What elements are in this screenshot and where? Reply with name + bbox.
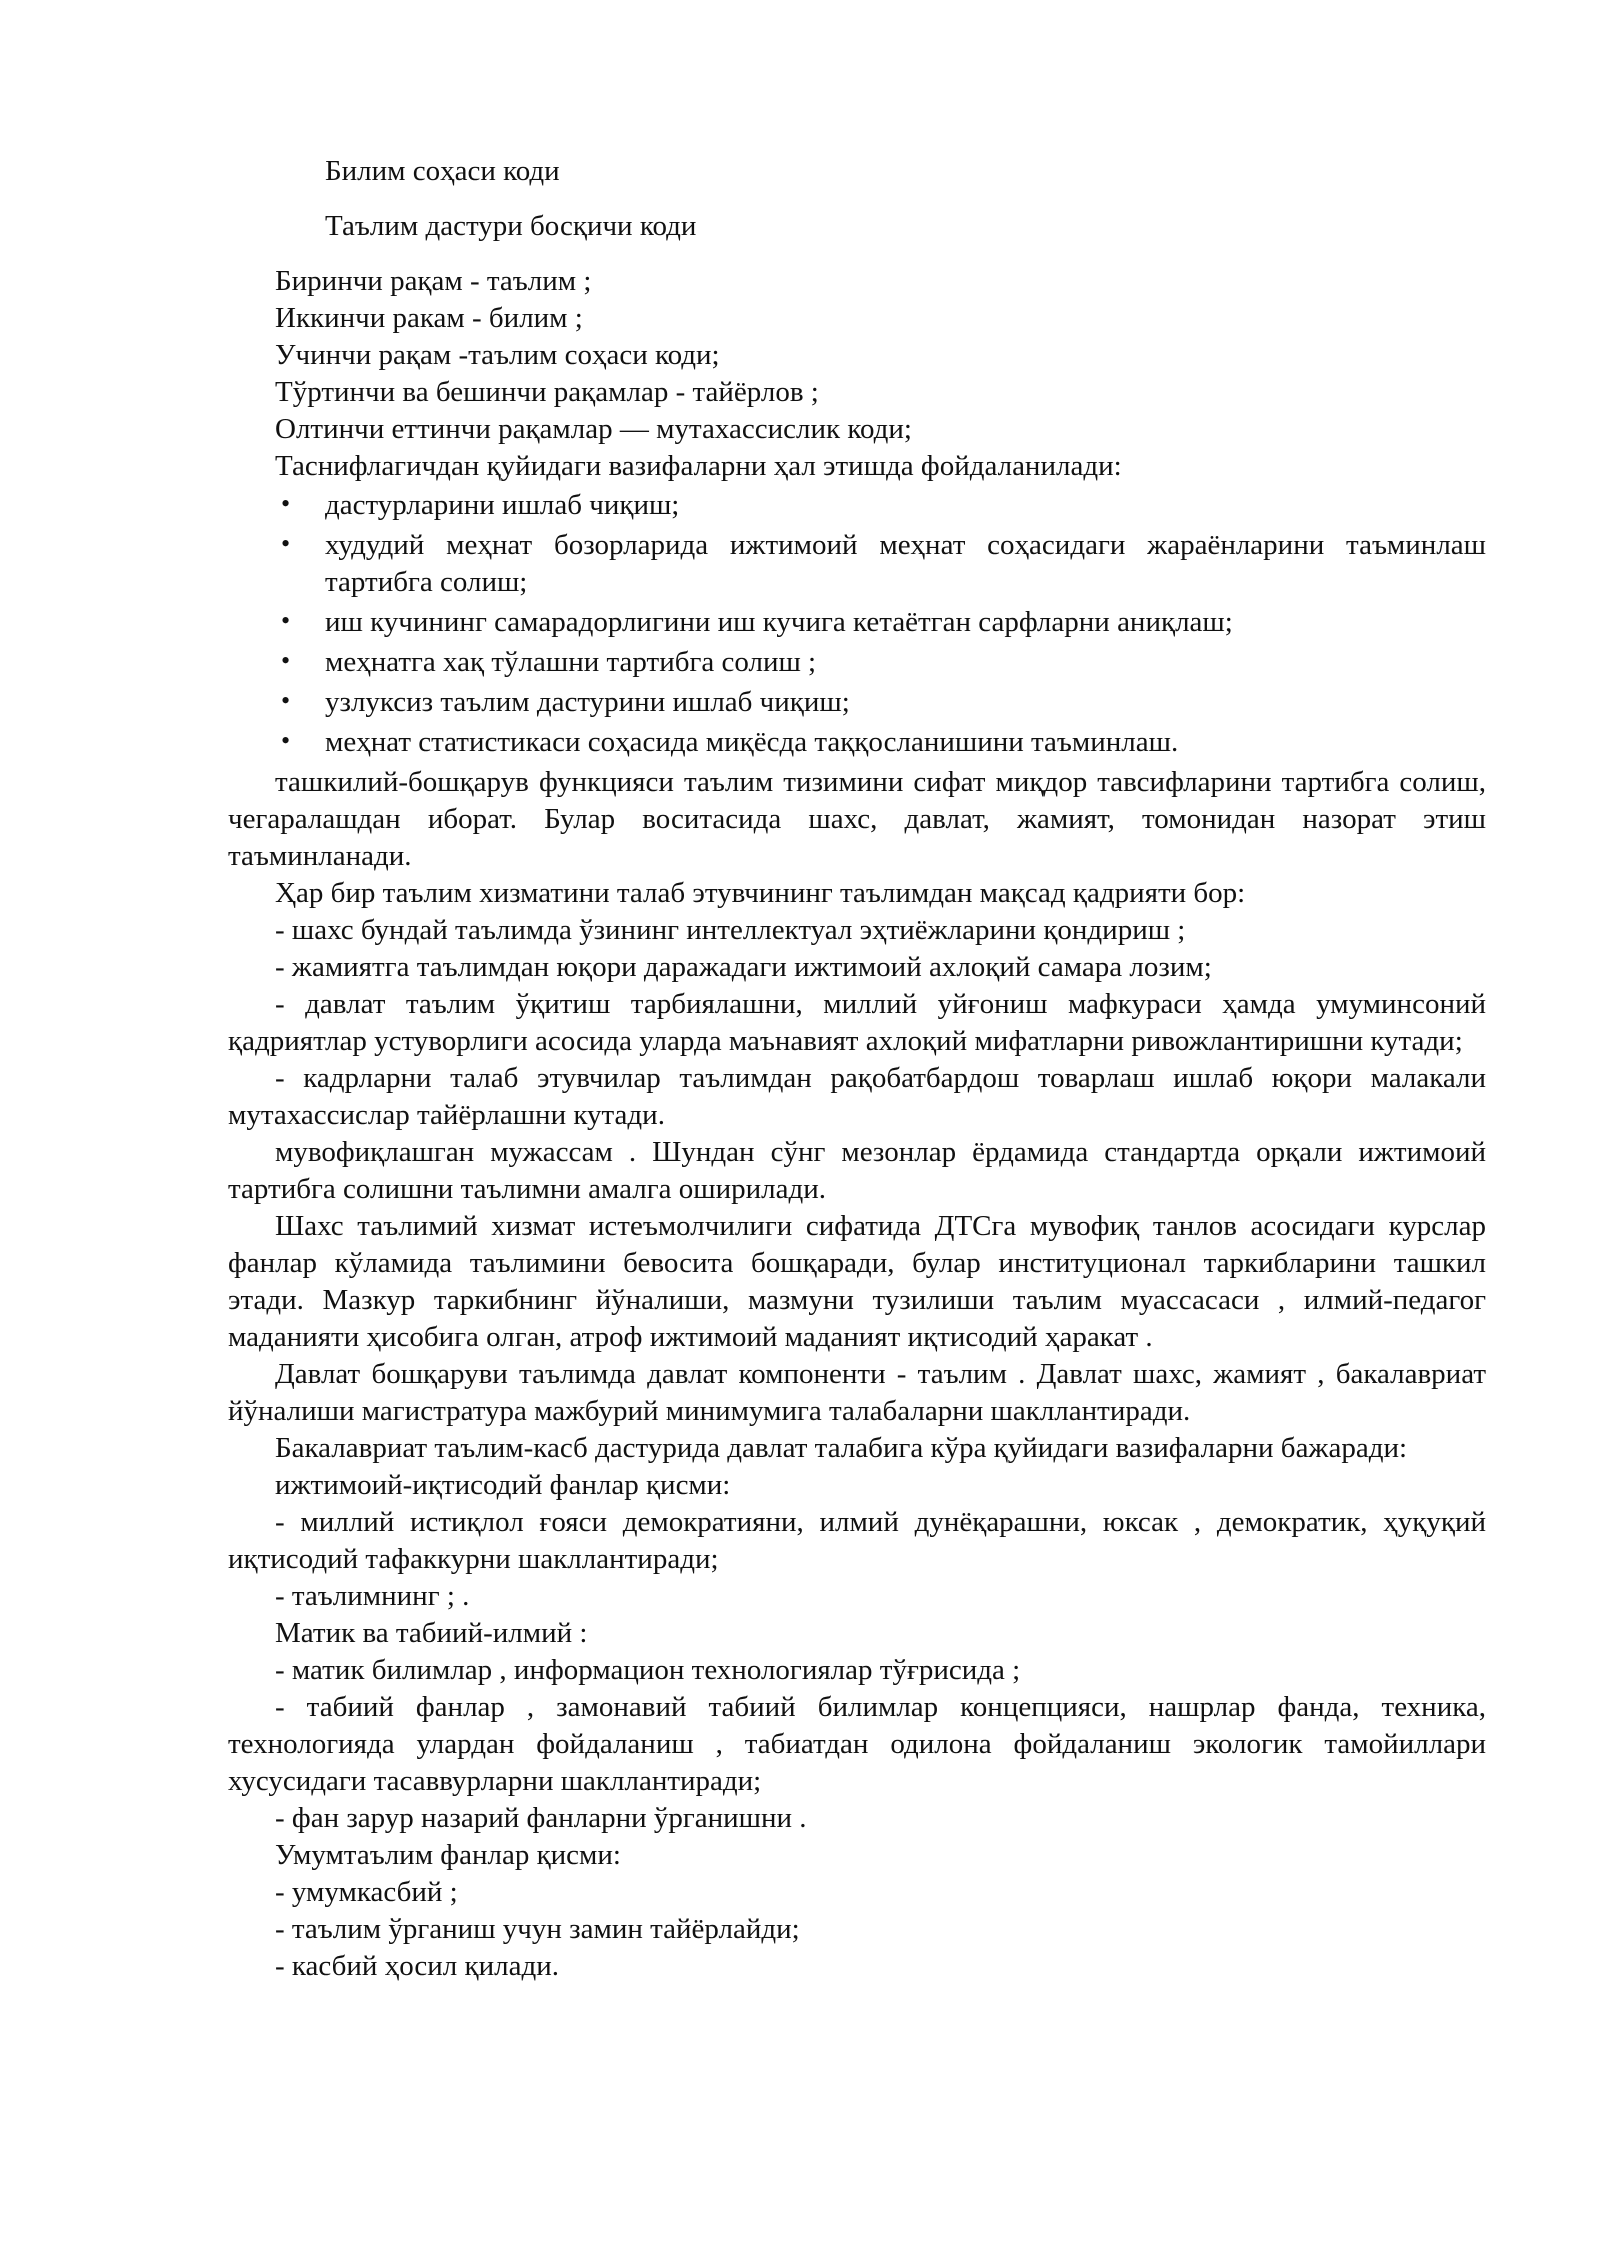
list-item — [228, 684, 1486, 721]
list-item-text: меҳнат статистикаси соҳасида миқёсда таққосланишини таъминлаш. — [325, 726, 1179, 758]
paragraph: - умумкасбий ; — [275, 1876, 458, 1908]
paragraph: Давлат бошқаруви таълимда давлат компоненти - таълим . Давлат шахс, жамият , бакалавриат йўналиши магистратура мажбурий минимумига талабаларни шакллантиради. — [228, 1358, 1486, 1427]
paragraph: - кадрларни талаб этувчилар таълимдан рақобатбардош товарлаш ишлаб юқори малакали мутахассислар тайёрлашни кутади. — [228, 1062, 1486, 1131]
list-item-text: узлуксиз таълим дастурини ишлаб чиқиш; — [325, 686, 850, 718]
paragraph: - шахс бундай таълимда ўзининг интеллектуал эҳтиёжларини қондириш ; — [275, 914, 1186, 946]
list-item-text: худудий меҳнат бозорларида ижтимоий меҳнат соҳасидаги жараёнларини таъминлаш тартибга солиш; — [325, 529, 1486, 598]
bullet-icon: • — [281, 529, 291, 558]
list-item-text: дастурларини ишлаб чиқиш; — [325, 489, 680, 521]
heading-program-stage-code: Таълим дастури босқичи коди — [325, 210, 697, 242]
list-item — [228, 604, 1486, 641]
list-item-text: меҳнатга хақ тўлашни тартибга солиш ; — [325, 646, 817, 678]
paragraph: - табиий фанлар , замонавий табиий билимлар концепцияси, нашрлар фанда, техника, технологияда улардан фойдаланиш , табиатдан одилона фойдаланиш экологик тамойиллари хусусидаги тасаввурларни шакллантиради; — [228, 1691, 1486, 1797]
bullet-icon: • — [281, 686, 291, 715]
code-line: Тўртинчи ва бешинчи рақамлар - тайёрлов ; — [275, 376, 819, 408]
paragraph: Умумтаълим фанлар қисми: — [275, 1839, 621, 1871]
code-line: Иккинчи ракам - билим ; — [275, 302, 583, 334]
bullet-icon: • — [281, 726, 291, 755]
paragraph: Бакалавриат таълим-касб дастурида давлат талабига кўра қуйидаги вазифаларни бажаради: — [275, 1432, 1408, 1464]
code-line: Учинчи рақам -таълим соҳаси коди; — [275, 339, 720, 371]
paragraph: - таълимнинг ; . — [275, 1580, 470, 1612]
paragraph: - давлат таълим ўқитиш тарбиялашни, миллий уйғониш мафкураси ҳамда умуминсоний қадриятлар устуворлиги асосида уларда маънавият ахлоқий мифатларни ривожлантиришни кутади; — [228, 988, 1486, 1057]
code-line: Олтинчи еттинчи рақамлар — мутахассислик коди; — [275, 413, 912, 445]
paragraph: ташкилий-бошқарув функцияси таълим тизимини сифат миқдор тавсифларини тартибга солиш, чегаралашдан иборат. Булар воситасида шахс, давлат, жамият, томонидан назорат этиш таъминланади. — [228, 766, 1486, 872]
paragraph: - касбий ҳосил қилади. — [275, 1950, 560, 1982]
paragraph: Ҳар бир таълим хизматини талаб этувчининг таълимдан мақсад қадрияти бор: — [275, 877, 1246, 909]
list-item — [228, 527, 1486, 601]
heading-field-code: Билим соҳаси коди — [325, 155, 560, 187]
paragraph: - таълим ўрганиш учун замин тайёрлайди; — [275, 1913, 800, 1945]
bullet-icon: • — [281, 606, 291, 635]
tasks-bullet-list — [228, 487, 1486, 761]
paragraph: Шахс таълимий хизмат истеъмолчилиги сифатида ДТСга мувофиқ танлов асосидаги курслар фанлар кўламида таълимини бевосита бошқаради, булар институционал таркибларини ташкил этади. Мазкур таркибнинг йўналиши, мазмуни тузилиши таълим муассасаси , илмий-педагог маданияти ҳисобига олган, атроф ижтимоий маданият иқтисодий ҳаракат . — [228, 1210, 1486, 1353]
paragraph: - жамиятга таълимдан юқори даражадаги ижтимоий ахлоқий самара лозим; — [275, 951, 1212, 983]
paragraph: - фан зарур назарий фанларни ўрганишни . — [275, 1802, 807, 1834]
paragraph: мувофиқлашган мужассам . Шундан сўнг мезонлар ёрдамида стандартда орқали ижтимоий тартибга солишни таълимни амалга оширилади. — [228, 1136, 1486, 1205]
paragraph: - миллий истиқлол ғояси демократияни, илмий дунёқарашни, юксак , демократик, ҳуқуқий иқтисодий тафаккурни шакллантиради; — [228, 1506, 1486, 1575]
list-item — [228, 644, 1486, 681]
list-item-text: иш кучининг самарадорлигини иш кучига кетаётган сарфларни аниқлаш; — [325, 606, 1233, 638]
bullet-icon: • — [281, 489, 291, 518]
code-line: Биринчи рақам - таълим ; — [275, 265, 592, 297]
list-item — [228, 724, 1486, 761]
list-item — [228, 487, 1486, 524]
code-line: Таснифлагичдан қуйидаги вазифаларни ҳал этишда фойдаланилади: — [275, 450, 1122, 482]
paragraph: - матик билимлар , информацион технологиялар тўғрисида ; — [275, 1654, 1021, 1686]
bullet-icon: • — [281, 646, 291, 675]
document-body — [228, 263, 1486, 1985]
paragraph: ижтимоий-иқтисодий фанлар қисми: — [275, 1469, 731, 1501]
paragraph: Матик ва табиий-илмий : — [275, 1617, 588, 1649]
